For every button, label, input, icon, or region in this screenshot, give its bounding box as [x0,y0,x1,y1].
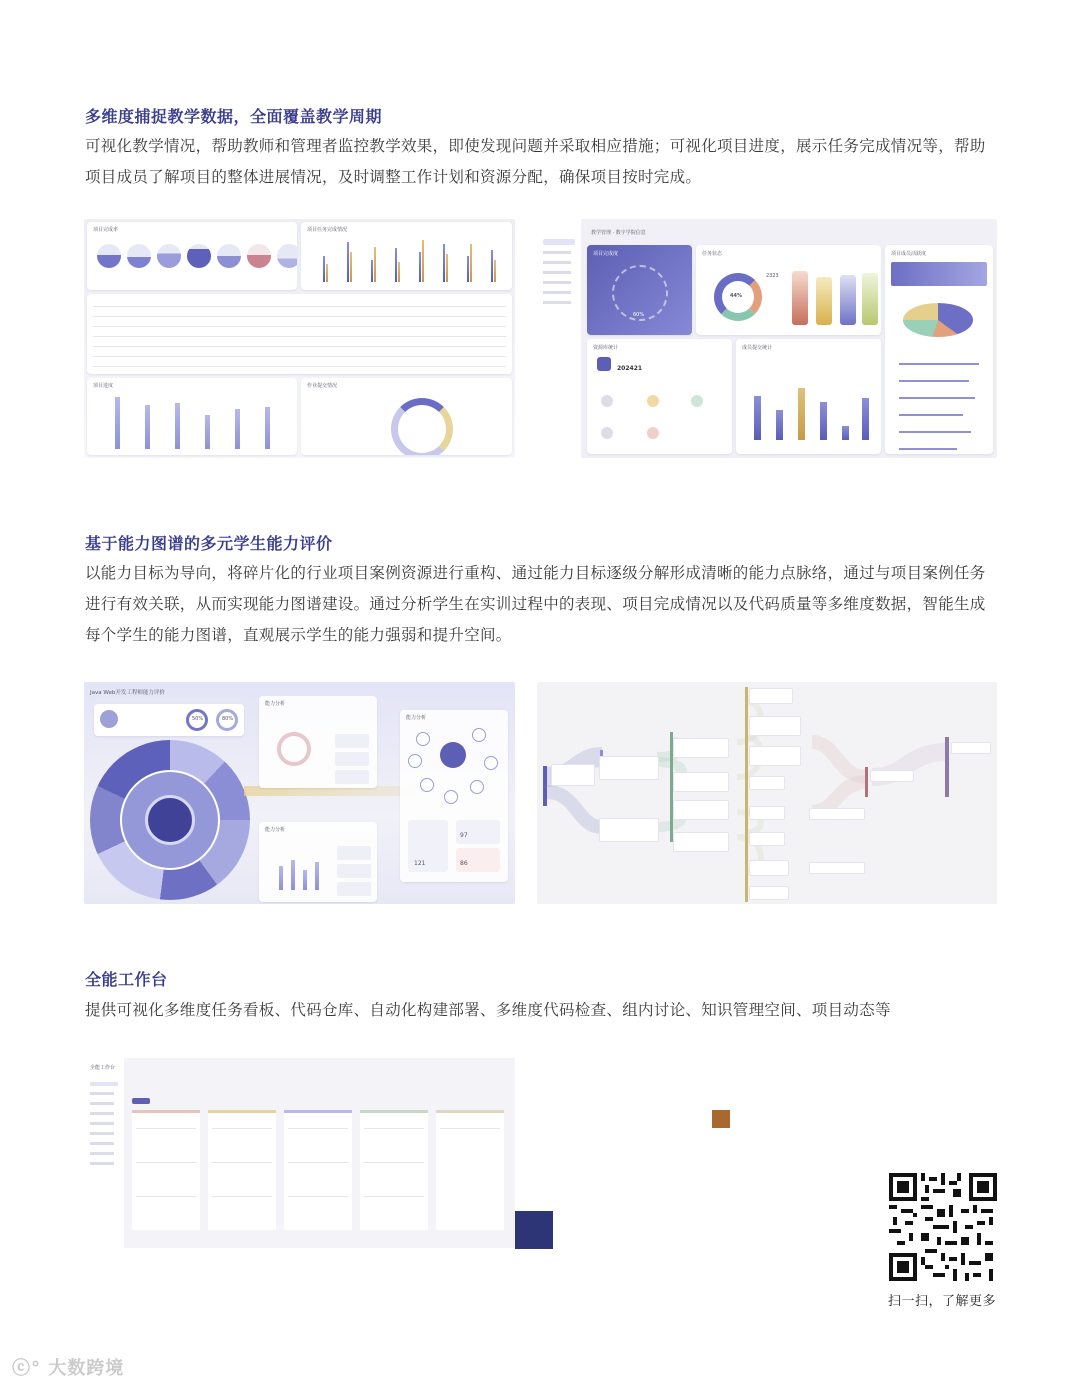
card-title: 能力分析 [265,827,286,833]
panel-title: 项目完成度 [593,251,619,257]
ability-analysis-card [259,822,377,902]
donut-value: 44% [730,293,742,299]
stat-number: 97 [460,832,468,839]
sidebar [537,219,581,458]
qr-caption: 扫一扫，了解更多 [888,1294,997,1309]
qr-code [889,1173,997,1281]
completion-gauge-panel [587,245,692,335]
project-progress-card [87,378,297,455]
dashboard-screenshot-project-stats [84,219,515,458]
activity-pie [903,303,973,337]
screen-title: Java Web开发工程师能力评价 [90,690,165,696]
new-task-button[interactable] [132,1098,150,1104]
task-status-panel [696,245,881,335]
card-title: 项目完成率 [93,227,119,233]
project-table-card [87,294,512,374]
ability-map-screenshot [84,682,515,904]
dashboard-header: 教学管理 · 数字学院信息 [591,230,646,236]
dashboard-screenshot-teaching-management [537,219,997,458]
section-title-workbench: 全能工作台 [85,970,168,989]
homework-submission-card [301,378,512,455]
card-title: 项目任务完成情况 [307,227,348,233]
watermark-icon: ⓒ° [12,1358,41,1379]
workbench-sidebar [86,1058,124,1248]
section-body-ability-evaluation: 以能力目标为导向，将碎片化的行业项目案例资源进行重构、通过能力目标逐级分解形成清晰的能力点脉络，通过与项目案例任务进行有效关联，从而实现能力图谱建设。通过分析学生在实训过程中的表现、项目完成情况以及代码质量等多维度数据，智能生成每个学生的能力图谱，直观展示学生的能力强弱和提升空间。 [85,564,986,644]
ability-bubble-card [400,710,508,882]
panel-title: 成员提交统计 [742,345,773,351]
project-completion-card [87,222,297,290]
workbench-kanban-screenshot [86,1058,515,1248]
progress-ball [277,244,297,268]
watermark-text: 大数跨境 [48,1358,125,1379]
card-title: 作业提交情况 [307,383,338,389]
workbench-title: 全能工作台 [90,1065,116,1071]
gauge-value: 60% [633,312,645,318]
card-title: 能力分析 [265,701,286,707]
progress-ball [217,244,241,268]
student-profile-card [94,704,244,736]
section-body-workbench: 提供可视化多维度任务看板、代码仓库、自动化构建部署、多维度代码检查、组内讨论、知识管理空间、项目动态等 [85,1001,891,1019]
resource-total: 202421 [617,365,643,372]
progress-ball [157,244,181,268]
progress-ball [97,244,121,268]
ability-analysis-card [259,696,377,788]
section-title-teaching-data: 多维度捕捉教学数据，全面覆盖教学周期 [85,107,383,126]
panel-title: 资源库统计 [593,345,619,351]
watermark-logo [12,1354,124,1380]
progress-ball [247,244,271,268]
section-body-teaching-data: 可视化教学情况，帮助教师和管理者监控教学效果，即使发现问题并采取相应措施；可视化项目进度，展示任务完成情况等，帮助项目成员了解项目的整体进展情况，及时调整工作计划和资源分配，确保项目按时完成。 [85,137,986,186]
resource-stats-panel [587,339,732,454]
progress-ball [187,244,211,268]
panel-title: 项目成员活跃度 [891,251,927,257]
stat-number: 86 [460,860,468,867]
decorative-square-navy [515,1211,553,1249]
profile-pct: 50% [192,716,204,722]
progress-ball [127,244,151,268]
member-submission-panel [736,339,881,454]
submission-donut [391,398,453,455]
card-title: 能力分析 [406,715,427,721]
donut-count: 2323 [766,273,779,279]
task-completion-chart-card [301,222,512,290]
profile-pct: 80% [222,716,234,722]
section-title-ability-evaluation: 基于能力图谱的多元学生能力评价 [85,534,333,553]
stat-number: 121 [414,860,426,867]
card-title: 项目进度 [93,383,114,389]
panel-title: 任务状态 [702,251,723,257]
decorative-square-gold [712,1110,730,1128]
member-activity-panel [885,245,993,454]
ability-sankey-screenshot [537,682,997,904]
